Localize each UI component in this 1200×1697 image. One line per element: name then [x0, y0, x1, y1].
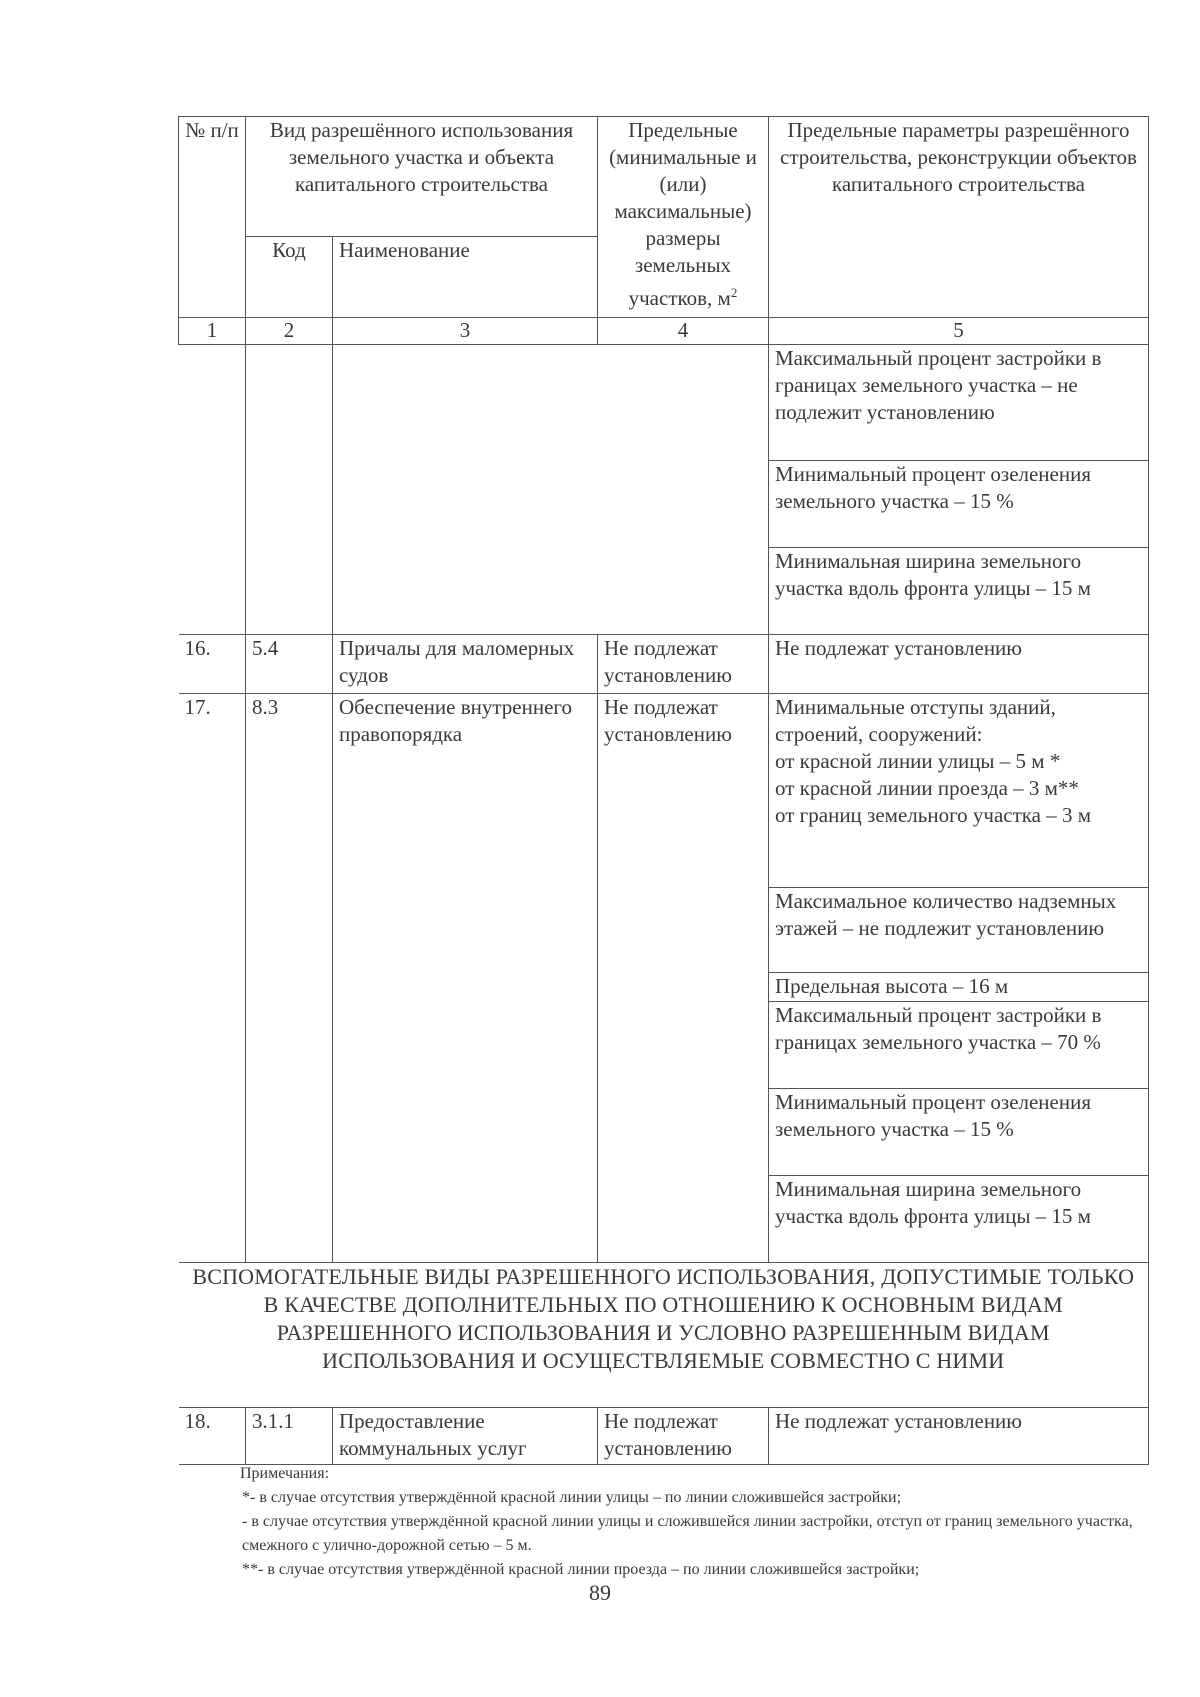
note-item: - в случае отсутствия утверждённой красной линии улицы и сложившейся линии застройки, отступ от границ земельного участка, смежного с улично-дорожной сетью – 5 м.	[242, 1513, 1133, 1554]
row-name: Предоставление коммунальных услуг	[333, 1408, 598, 1465]
index-cell: 4	[598, 318, 769, 345]
row-size: Не подлежат установлению	[598, 1408, 769, 1465]
index-cell: 2	[246, 318, 333, 345]
index-cell: 3	[333, 318, 598, 345]
notes-title: Примечания:	[240, 1465, 330, 1482]
page-number: 89	[589, 1580, 611, 1605]
param-line: от красной линии проезда – 3 м**	[775, 776, 1079, 800]
header-name: Наименование	[333, 237, 598, 318]
param-cell: Не подлежат установлению	[769, 635, 1149, 694]
header-num: № п/п	[179, 117, 246, 318]
header-code: Код	[246, 237, 333, 318]
land-use-table	[178, 116, 1149, 1465]
param-cell: Не подлежат установлению	[769, 1408, 1149, 1465]
row-name: Причалы для маломерных судов	[333, 635, 598, 694]
param-cell	[769, 694, 1149, 888]
row-size: Не подлежат установлению	[598, 635, 769, 694]
row-code: 5.4	[246, 635, 333, 694]
param-cell: Предельная высота – 16 м	[769, 973, 1149, 1002]
cont-name	[333, 345, 598, 635]
param-cell: Максимальный процент застройки в границах земельного участка – 70 %	[769, 1002, 1149, 1089]
cont-code	[246, 345, 333, 635]
cont-num	[179, 345, 246, 635]
param-cell: Максимальное количество надземных этажей – не подлежит установлению	[769, 888, 1149, 973]
param-cell: Минимальная ширина земельного участка вдоль фронта улицы – 15 м	[769, 548, 1149, 635]
header-vid: Вид разрешённого использования земельного участка и объекта капитального строительства	[246, 117, 598, 237]
note-item: **- в случае отсутствия утверждённой красной линии проезда – по линии сложившейся застройки;	[242, 1561, 920, 1578]
row-num: 18.	[179, 1408, 246, 1465]
param-line: Минимальные отступы зданий, строений, сооружений:	[775, 695, 1056, 746]
row-name: Обеспечение внутреннего правопорядка	[333, 694, 598, 1263]
param-line: от красной линии улицы – 5 м *	[775, 749, 1061, 773]
row-code: 8.3	[246, 694, 333, 1263]
param-line: от границ земельного участка – 3 м	[775, 803, 1092, 827]
index-cell: 5	[769, 318, 1149, 345]
header-params: Предельные параметры разрешённого строительства, реконструкции объектов капитального строительства	[769, 117, 1149, 318]
notes	[176, 1462, 1156, 1582]
note-item: *- в случае отсутствия утверждённой красной линии улицы – по линии сложившейся застройки;	[242, 1489, 902, 1506]
index-cell: 1	[179, 318, 246, 345]
param-cell: Минимальный процент озеленения земельного участка – 15 %	[769, 461, 1149, 548]
cont-size	[598, 345, 769, 635]
section-title: ВСПОМОГАТЕЛЬНЫЕ ВИДЫ РАЗРЕШЕННОГО ИСПОЛЬЗОВАНИЯ, ДОПУСТИМЫЕ ТОЛЬКО В КАЧЕСТВЕ ДОПОЛНИТЕЛЬНЫХ ПО ОТНОШЕНИЮ К ОСНОВНЫМ ВИДАМ РАЗРЕШЕННОГО ИСПОЛЬЗОВАНИЯ И УСЛОВНО РАЗРЕШЕННЫМ ВИДАМ ИСПОЛЬЗОВАНИЯ И ОСУЩЕСТВЛЯЕМЫЕ СОВМЕСТНО С НИМИ	[179, 1263, 1149, 1408]
row-num: 16.	[179, 635, 246, 694]
row-size: Не подлежат установлению	[598, 694, 769, 1263]
param-cell: Минимальный процент озеленения земельного участка – 15 %	[769, 1089, 1149, 1176]
header-sizes: Предельные (минимальные и (или) максимальные) размеры земельных участков, $м^2$	[598, 117, 769, 318]
param-cell: Минимальная ширина земельного участка вдоль фронта улицы – 15 м	[769, 1176, 1149, 1263]
param-cell: Максимальный процент застройки в границах земельного участка – не подлежит установлению	[769, 345, 1149, 461]
row-num: 17.	[179, 694, 246, 1263]
row-code: 3.1.1	[246, 1408, 333, 1465]
